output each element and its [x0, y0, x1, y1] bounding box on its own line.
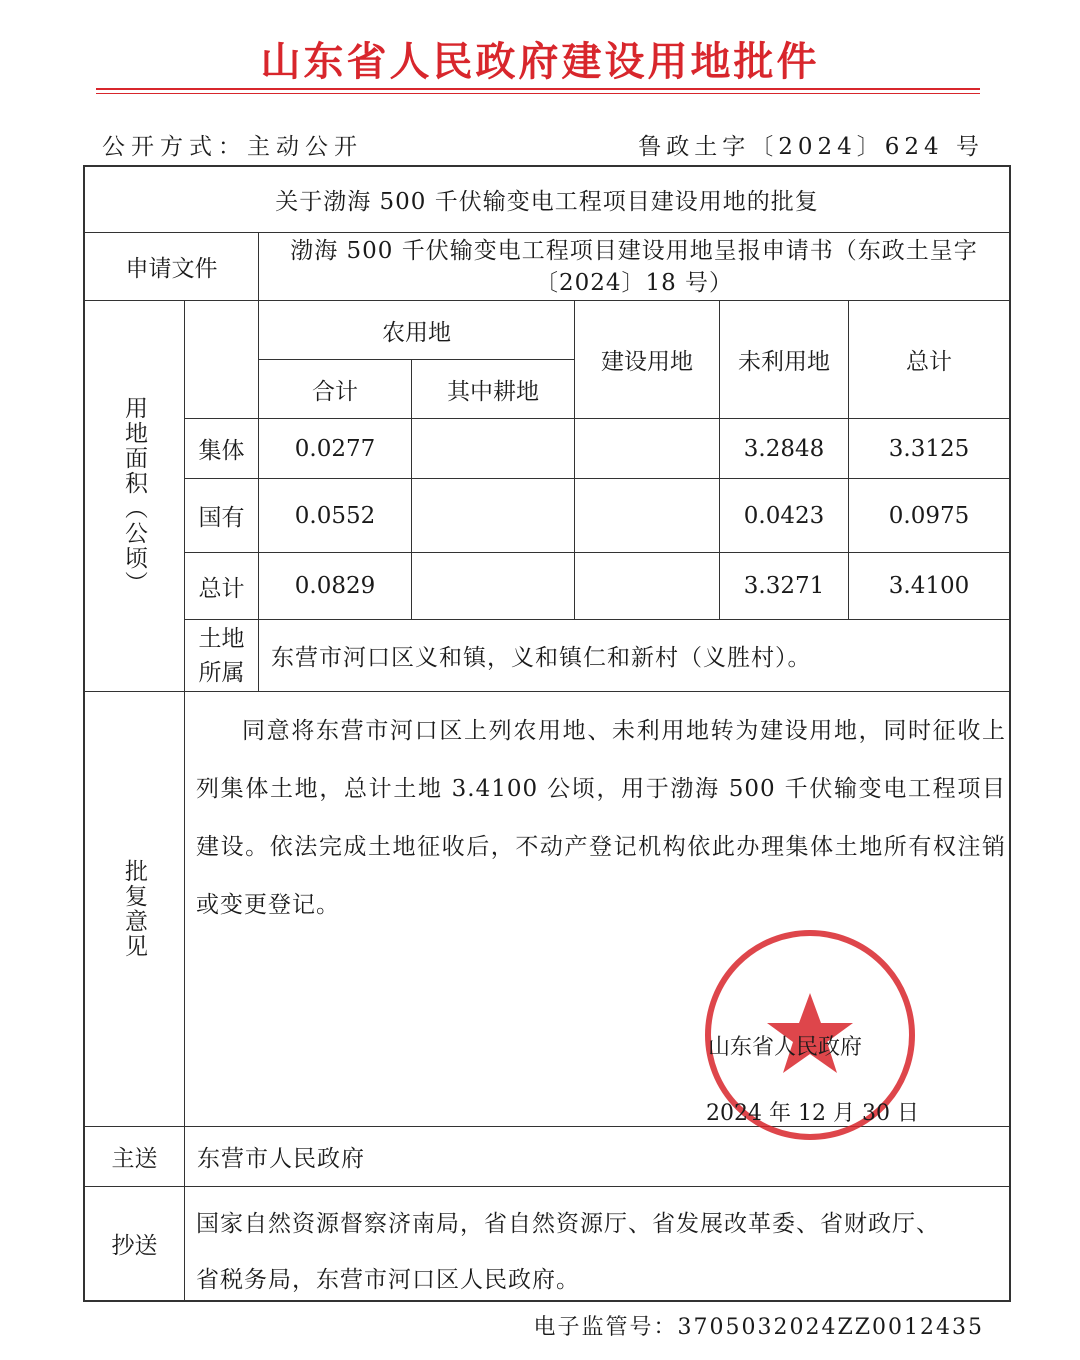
collective-unused: 3.2848 — [743, 435, 825, 462]
approval-opinion: 同意将东营市河口区上列农用地、未利用地转为建设用地，同时征收上列集体土地，总计土地 3.4100 公顷，用于渤海 500 千伏输变电工程项目建设。依法完成土地征收后，不动产登记机构依此办理集体土地所有权注销或变更登记。 — [196, 718, 1006, 918]
grand-unused: 3.3271 — [743, 573, 825, 599]
land-area-side-label — [85, 301, 184, 691]
copy-to-value — [196, 1196, 1006, 1308]
collective-subtotal: 0.0277 — [294, 435, 376, 462]
state-arable — [412, 479, 574, 552]
header-farmland: 农用地 — [382, 319, 451, 346]
application-label: 申请文件 — [125, 256, 218, 282]
row-label-collective: 集体 — [198, 438, 245, 464]
header-subtotal: 合计 — [312, 378, 358, 405]
collective-arable — [412, 419, 574, 478]
header-construction: 建设用地 — [601, 349, 693, 375]
grand-total: 3.4100 — [888, 573, 970, 599]
state-unused: 0.0423 — [743, 502, 825, 529]
copy-to-label: 抄送 — [111, 1233, 158, 1259]
title-rule-thick — [96, 88, 980, 90]
grand-construction — [575, 553, 719, 619]
state-subtotal: 0.0552 — [294, 502, 376, 529]
location-label — [185, 620, 258, 691]
document-title: 山东省人民政府建设用地批件 — [260, 38, 820, 85]
application-text-line1: 渤海 500 千伏输变电工程项目建设用地呈报申请书（东政土呈字 — [290, 237, 978, 264]
table-border-right — [1009, 165, 1011, 1302]
state-construction — [575, 479, 719, 552]
approval-date: 2024 年 12 月 30 日 — [706, 1101, 919, 1126]
document-number: 鲁政土字〔2024〕624 号 — [638, 134, 984, 160]
collective-total: 3.3125 — [888, 435, 970, 462]
disclosure-mode: 公开方式：主动公开 — [102, 134, 363, 160]
application-text-line2: 〔2024〕18 号） — [534, 269, 734, 296]
grand-subtotal: 0.0829 — [294, 573, 376, 599]
location-value: 东营市河口区义和镇，义和镇仁和新村（义胜村）。 — [271, 645, 812, 671]
header-arable: 其中耕地 — [447, 378, 539, 405]
send-to-label: 主送 — [111, 1146, 158, 1172]
location-label-line1: 土地 — [198, 625, 245, 652]
collective-construction — [575, 419, 719, 478]
copy-to-line1: 国家自然资源督察济南局，省自然资源厅、省发展改革委、省财政厅、 — [196, 1211, 940, 1237]
title-rule-thin — [96, 93, 980, 94]
header-unused: 未利用地 — [738, 349, 830, 375]
row-rule — [83, 691, 1011, 692]
state-total: 0.0975 — [888, 502, 970, 529]
land-area-label-text: 用地面积（公顷） — [121, 396, 147, 596]
application-file — [259, 233, 1009, 300]
approval-subject: 关于渤海 500 千伏输变电工程项目建设用地的批复 — [275, 189, 819, 215]
supervision-number: 电子监管号：3705032024ZZ0012435 — [533, 1315, 984, 1340]
approval-side-label — [85, 692, 184, 1126]
row-label-state: 国有 — [198, 505, 245, 531]
grand-arable — [412, 553, 574, 619]
send-to-value: 东营市人民政府 — [197, 1146, 365, 1172]
header-total: 总计 — [906, 349, 952, 375]
approval-label-text: 批复意见 — [121, 859, 147, 959]
signer-organization: 山东省人民政府 — [708, 1035, 863, 1060]
copy-to-line2: 省税务局，东营市河口区人民政府。 — [196, 1267, 580, 1293]
location-label-line2: 所属 — [198, 659, 245, 686]
row-rule — [83, 1186, 1011, 1187]
row-label-grand-total: 总计 — [198, 575, 245, 602]
